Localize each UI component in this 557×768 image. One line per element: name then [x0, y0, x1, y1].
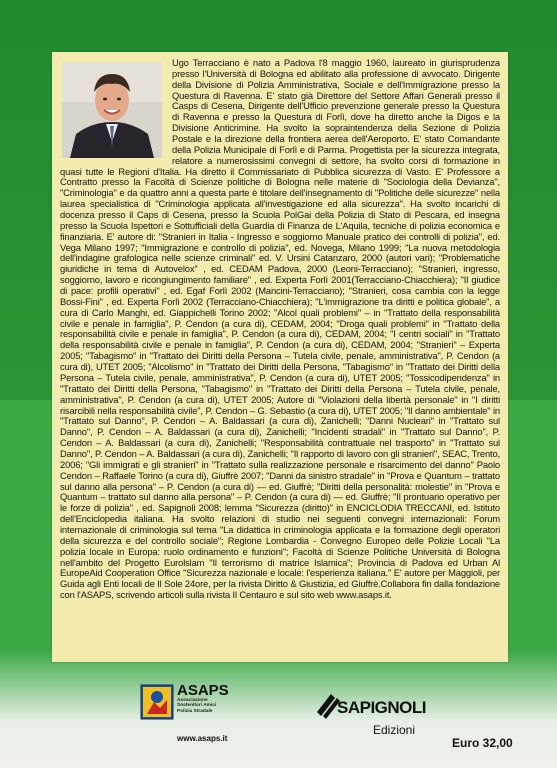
- asaps-url: www.asaps.it: [177, 734, 228, 743]
- asaps-name: ASAPS: [177, 682, 229, 699]
- asaps-block: [140, 684, 250, 744]
- cover-band-bottom: [0, 650, 557, 768]
- author-bio: [60, 58, 500, 601]
- publisher-block: [315, 690, 435, 740]
- bio-text: Ugo Terracciano è nato a Padova l'8 maggio 1960, laureato in giurisprudenza presso l'Università di Bologna ed abilitato alla professione di avvocato. Dirigente della Divisione di Polizia Amministrativa, Sociale e dell'Immigrazione presso la Questura di Ravenna. E' stato già Direttore del Settore Affari Generali presso il Casps di Cesena, Dirigente dell'Ufficio prevenzione generale presso la Questura di Ravenna e presso la Questura di Forlì, dove ha diretto anche la Digos e la Divisione Anticrimine. Ha svolto la sopraintendenza della Sezione di Polizia Postale e la direzione della frontiera aerea dell'Aeroporto. E' stato Comandante della Polizia Municipale di Forlì e di Parma. Progettista per la sicurezza integrata, relatore a numerosissimi convegni di settore, ha svolto corsi di formazione in quasi tutte le Regioni d'Italia. Ha diretto il Commissariato di Pubblica sicurezza di Vasto. E' Professore a Contratto presso la Facoltà di Scienze politiche di Bologna nelle materie di "Sociologia della Devianza", "Criminologia" e da quattro anni a questa parte è titolare dell'insegnamento di "Politiche delle sicurezze" nella laurea specialistica di "Criminologia applicata all'investigazione ed alla sicurezza". Ha svolto incarichi di docenza presso il Caps di Cesena, presso la Scuola PolGai della Polizia di Stato di Pescara, ed insegna presso la Scuola Ispettori e Sottufficiali della Guardia di Finanza de L'Aquila, tecniche di polizia economica e finanziaria. E' autore di: "Stranieri in Italia - Ingresso e soggiorno Manuale pratico dei controlli di polizia", ed. Vega Milano 1997; "Immigrazione e controllo di polizia", ed. Novega, Milano 1999; "La nuova metodologia dell'indagine grafologica nelle scienze criminali" ed. V. Ursini Catanzaro, 2000 (autori vari); "Problematiche giuridiche in tema di Autovelox" , ed. CEDAM Padova, 2000 (Leoni-Terracciano); "Stranieri, ingresso, soggiorno, lavoro e ricongiungimento familiare" , ed. Experta Forlì 2001(Terracciano-Chiacchiera); "Il giudice di pace: profili operativi" , ed. Egaf Forlì 2002 (Mancini-Terracciano); "Stranieri, cosa cambia con la legge Bossi-Fini" , ed. Experta Forlì 2002 (Terracciano-Chiacchiera); "L'immigrazione tra diritti e politica globale", a cura di Carlo Manghi, ed. Giappichelli Torino 2002; "Alcol quali problemi" – in "Trattato della responsabilità civile e penale in famiglia", P. Cendon (a cura di), CEDAM, 2004; "Droga quali problemi" in "Trattato della responsabilità civile e penale in famiglia", P. Cendon (a cura di), CEDAM, 2004; "I centri sociali" in "Trattato della responsabilità civile e penale in famiglia", P. Cendon (a cura di), CEDAM, 2004; "Stranieri" – Experta 2005; "Tabagismo" in "Trattato dei Diritti della Persona – Tutela civile, penale, amministrativa", P. Cendon (a cura di), UTET 2005; "Alcolismo" in "Trattato dei Diritti della Persona, "Tabagismo" in "Trattato dei Diritti della Persona – Tutela civile, penale, amministrativa", P. Cendon (a cura di), UTET 2005; "Tossicodipendenza" in "Trattato dei Diritti della Persona, "Tabagismo" in "Trattato dei Diritti della Persona – Tutela civile, penale, amministrativa", P. Cendon (a cura di), UTET 2005; Autore di "Violazioni della libertà personale" in "I diritti risarcibili nella responsabilità civile", P. Cendon – G. Sebastio (a cura di), UTET 2005; "Il danno ambientale" in "Trattato sul Danno", P. Cendon – A. Baldassari (a cura di), Zanichelli; "Danni Nucleari" in "Trattato sul Danno", P. Cendon – A. Baldassari (a cura di), Zanichelli; "Incidenti stradali" in "Trattato sul Danno", P. Cendon – A. Baldassari (a cura di), Zanichelli; "Responsabilità contrattuale nel trasporto" in "Trattato sul Danno", P. Cendon – A. Baldassari (a cura di), Zanichelli; "Il rapporto di lavoro con gli stranieri", SEAC, Trento, 2006; "Gli immigrati e gli stranieri" in "Trattato sulla realizzazione personale e risarcimento del danno" Paolo Cendon – Raffaele Torino (a cura di), Giuffrè 2007; "Danni da sinistro stradale" in "Prova e Quantum – trattato sul danno alla persona" – P. Cendon (a cura di) — ed. Giuffrè; "Diritti della personalità: molestie" in "Prova e Quantum – trattato sul danno alla persona" – P. Cendon (a cura di) — ed. Giuffrè; "Il prontuario operativo per le forze di polizia" , ed. Sapignoli 2008; lemma "Sicurezza (diritto)" in ENCICLODIA TRECCANI, ed. Istituto dell'Enciclopedia italiana. Ha svolto relazioni di studio nei seguenti convegni internazionali: Forum internazionale di criminologia sul tema "La didattica in criminologia applicata e la formazione degli operatori della sicurezza e del controllo sociale"; Regione Lombardia - Convegno Europeo delle Polizie Locali "La polizia locale in Europa: ruolo ordinamento e funzioni"; Facoltà di Scienze Politiche Università di Bologna nell'ambito del Progetto Eurolslam "Il terrorismo di matrice Islamica"; Provincia di Padova ed Urban Al EuropeAid Cooperation Office "Sicurezza nazionale e locale: l'esperienza italiana." E' autore per Maggioli, per Guida agli Enti locali de Il Sole 24ore, per la rivista Diritto & Giustizia, ed Giuffrè.Collabora fin dalla fondazione con l'ASAPS, scrivendo articoli sulla rivista Il Centauro e sul sito web www.asaps.it.: [60, 57, 500, 601]
- asaps-logo-icon: [140, 684, 174, 720]
- photo-spacer: [60, 58, 166, 162]
- asaps-subtitle: Associazione Sostenitori Amici Polizia Stradale: [177, 698, 217, 714]
- price-label: Euro 32,00: [452, 736, 513, 750]
- publisher-sub: Edizioni: [373, 723, 416, 737]
- publisher-name: SAPIGNOLI: [337, 698, 427, 717]
- bio-panel: [52, 52, 508, 662]
